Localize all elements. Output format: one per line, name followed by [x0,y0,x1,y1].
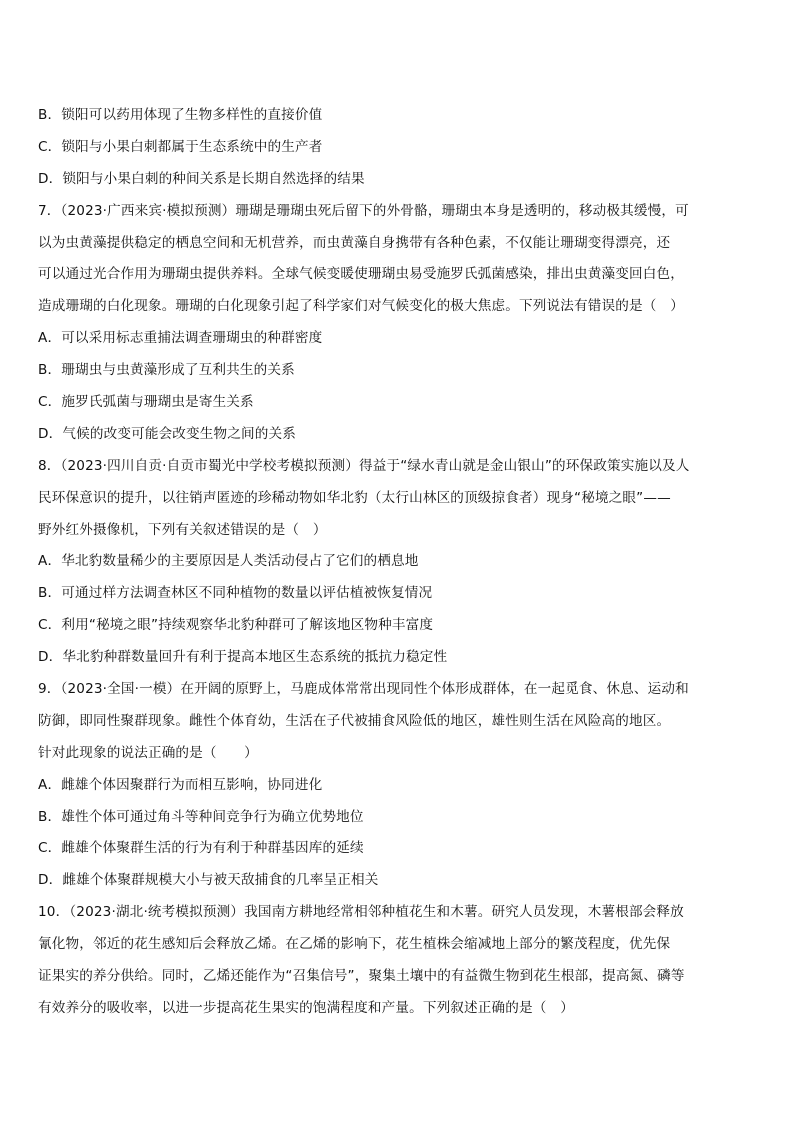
question-9-stem: 针对此现象的说法正确的是（ ） [38,744,258,761]
question-10-stem: 有效养分的吸收率，以进一步提高花生果实的饱满程度和产量。下列叙述正确的是（ ） [38,999,575,1016]
question-10-stem: 10．（2023·湖北·统考模拟预测）我国南方耕地经常相邻种植花生和木薯。研究人员发现，木薯根部会释放 [38,904,684,921]
option-line: B．珊瑚虫与虫黄藻形成了互利共生的关系 [38,362,295,379]
option-line: B．锁阳可以药用体现了生物多样性的直接价值 [38,107,323,123]
question-8-stem: 民环保意识的提升，以往销声匿迹的珍稀动物如华北豹（太行山林区的顶级掠食者）现身“秘境之眼”—— [38,489,671,506]
option-line: A．雌雄个体因聚群行为而相互影响，协同进化 [38,776,323,793]
option-line: C．利用“秘境之眼”持续观察华北豹种群可了解该地区物种丰富度 [38,617,434,634]
question-7-stem: 以为虫黄藻提供稳定的栖息空间和无机营养，而虫黄藻自身携带有各种色素，不仅能让珊瑚变得漂亮，还 [38,234,671,251]
option-line: C．施罗氏弧菌与珊瑚虫是寄生关系 [38,394,254,411]
option-line: C．锁阳与小果白刺都属于生态系统中的生产者 [38,138,323,155]
option-line: D．华北豹种群数量回升有利于提高本地区生态系统的抵抗力稳定性 [38,649,448,666]
option-line: D．锁阳与小果白刺的种间关系是长期自然选择的结果 [38,170,365,187]
question-text [38,100,752,1025]
question-9-stem: 防御，即同性聚群现象。雌性个体育幼，生活在子代被捕食风险低的地区，雄性则生活在风险高的地区。 [38,712,671,729]
option-line: D．气候的改变可能会改变生物之间的关系 [38,425,297,442]
question-8-stem: 野外红外摄像机，下列有关叙述错误的是（ ） [38,521,327,538]
question-10-stem: 证果实的养分供给。同时，乙烯还能作为“召集信号”，聚集土壤中的有益微生物到花生根部，提高氮、磷等 [38,968,685,985]
option-line: A．可以采用标志重捕法调查珊瑚虫的种群密度 [38,330,323,347]
question-7-stem: 7．（2023·广西来宾·模拟预测）珊瑚是珊瑚虫死后留下的外骨骼，珊瑚虫本身是透明的，移动极其缓慢，可 [38,202,689,219]
option-line: C．雌雄个体聚群生活的行为有利于种群基因库的延续 [38,840,364,857]
question-9-stem: 9．（2023·全国·一模）在开阔的原野上，马鹿成体常常出现同性个体形成群体，在一起觅食、休息、运动和 [38,681,689,698]
question-10-stem: 氰化物，邻近的花生感知后会释放乙烯。在乙烯的影响下，花生植株会缩减地上部分的繁茂程度，优先保 [38,936,671,953]
question-7-stem: 可以通过光合作用为珊瑚虫提供养料。全球气候变暖使珊瑚虫易受施罗氏弧菌感染，排出虫黄藻变回白色， [38,266,684,283]
option-line: A．华北豹数量稀少的主要原因是人类活动侵占了它们的栖息地 [38,553,419,570]
question-7-stem: 造成珊瑚的白化现象。珊瑚的白化现象引起了科学家们对气候变化的极大焦虑。下列说法有错误的是（ ） [38,298,684,315]
option-line: D．雌雄个体聚群规模大小与被天敌捕食的几率呈正相关 [38,872,379,889]
question-8-stem: 8．（2023·四川自贡·自贡市蜀光中学校考模拟预测）得益于“绿水青山就是金山银山”的环保政策实施以及人 [38,457,690,474]
option-line: B．可通过样方法调查林区不同种植物的数量以评估植被恢复情况 [38,585,433,602]
option-line: B．雄性个体可通过角斗等种间竞争行为确立优势地位 [38,808,364,825]
